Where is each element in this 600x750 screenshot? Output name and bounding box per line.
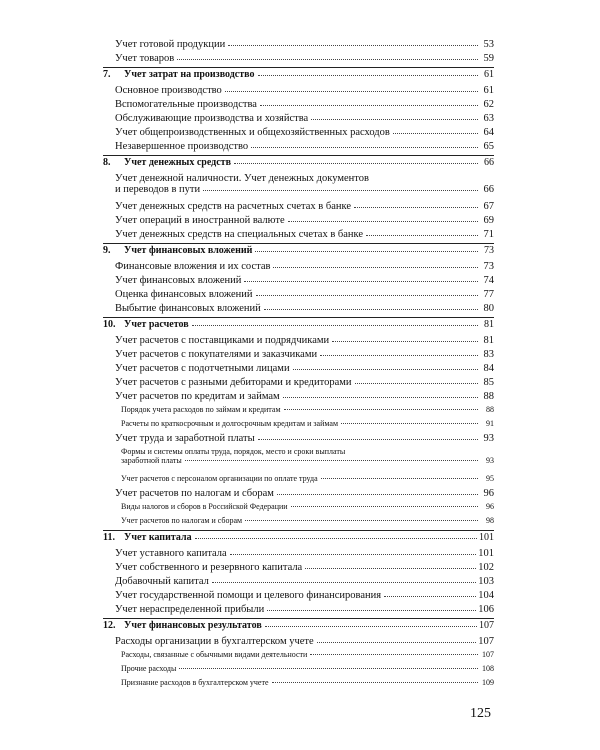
toc-page-number: 74 [483,275,494,286]
toc-entry [103,303,494,317]
toc-entry [103,335,494,349]
toc-page-number: 93 [486,456,494,465]
toc-entry-title: Расходы, связанные с обычными видами деятельности [121,650,308,659]
toc-entry-title: Основное производство [115,85,222,96]
dot-leader [251,147,478,148]
toc-entry-title: Учет денежной наличности. Учет денежных документов [115,173,369,184]
dot-leader [192,325,478,326]
toc-entry [103,113,494,127]
toc-page-number: 71 [483,229,494,240]
toc-entry [103,590,494,604]
toc-chapter [103,317,494,335]
toc-page-number: 66 [483,184,494,195]
dot-leader [185,460,478,461]
toc-page-number: 61 [484,69,494,80]
toc-entry-title: Обслуживающие производства и хозяйства [115,113,309,124]
toc-page-number: 96 [486,502,494,511]
toc-chapter [103,67,494,85]
toc-chapter [103,243,494,261]
toc-page-number: 63 [483,113,494,124]
toc-entry-title: Расходы организации в бухгалтерском учете [115,636,314,647]
toc-entry-title: Расчеты по краткосрочным и долгосрочным кредитам и займам [121,419,338,428]
toc-page-number: 101 [478,548,494,559]
toc-entry [103,474,494,488]
toc-entry [103,391,494,405]
page-number: 125 [470,706,491,721]
toc-chapter-number: 9. [103,245,111,256]
toc-page-number: 67 [483,201,494,212]
toc-page-number: 103 [478,576,494,587]
dot-leader [228,45,478,46]
toc-entry [103,636,494,650]
toc-entry-title: Учет операций в иностранной валюте [115,215,285,226]
dot-leader [284,409,478,410]
dot-leader [267,610,476,611]
toc-entry-title: Учет расчетов с подотчетными лицами [115,363,290,374]
dot-leader [305,568,476,569]
toc-page-number: 65 [483,141,494,152]
dot-leader [341,423,478,424]
toc-entry [103,433,494,447]
dot-leader [311,119,478,120]
toc-entry [103,405,494,419]
dot-leader [244,281,478,282]
toc-page-number: 107 [482,650,494,659]
toc-entry [103,53,494,67]
toc-entry-title: Учет финансовых результатов [124,620,262,631]
dot-leader [256,295,478,296]
toc-page-number: 107 [478,636,494,647]
dot-leader [320,355,478,356]
toc-page-number: 80 [483,303,494,314]
toc-page-number: 69 [483,215,494,226]
dot-leader [225,91,478,92]
dot-leader [332,341,478,342]
dot-leader [258,75,479,76]
toc-page-number: 83 [483,349,494,360]
dot-leader [355,383,479,384]
toc-chapter [103,618,494,636]
dot-leader [310,654,478,655]
toc-entry-title: заработной платы [121,456,182,465]
dot-leader [393,133,478,134]
toc-entry [103,678,494,692]
toc-entry-title: Учет расчетов по налогам и сборам [121,516,243,525]
toc-entry-title: Порядок учета расходов по займам и кредитам [121,405,281,414]
toc-entry-title: Учет товаров [115,53,175,64]
dot-leader [260,105,478,106]
dot-leader [288,221,478,222]
toc-page-number: 93 [483,433,494,444]
dot-leader [293,369,478,370]
toc-page-number: 107 [479,620,494,631]
toc-page-number: 73 [484,245,494,256]
toc-entry [103,562,494,576]
toc-entry-title: Оценка финансовых вложений [115,289,253,300]
toc-entry-title: Признание расходов в бухгалтерском учете [121,678,269,687]
toc-entry-title: Учет расчетов с персоналом организации по оплате труда [121,474,318,483]
toc-entry [103,363,494,377]
toc-page-number: 66 [484,157,494,168]
toc-entry-title: Учет труда и заработной платы [115,433,255,444]
toc-entry-title: Незавершенное производство [115,141,249,152]
toc-page-number: 62 [483,99,494,110]
dot-leader [177,59,478,60]
toc-entry-title: Учет затрат на производство [124,69,255,80]
toc-entry [103,261,494,275]
toc-page-number: 85 [483,377,494,388]
dot-leader [291,506,478,507]
toc-entry-title: Финансовые вложения и их состав [115,261,271,272]
toc-entry-title: Виды налогов и сборов в Российской Федерации [121,502,288,511]
toc-entry [103,488,494,502]
dot-leader [265,626,477,627]
toc-chapter-number: 12. [103,620,116,631]
toc-entry-title: Учет готовой продукции [115,39,226,50]
toc-entry [103,502,494,516]
dot-leader [179,668,478,669]
toc-entry [103,604,494,618]
toc-entry [103,576,494,590]
toc-chapter-number: 7. [103,69,111,80]
dot-leader [195,538,477,539]
toc-chapter [103,530,494,548]
dot-leader [273,267,478,268]
toc-entry [103,664,494,678]
dot-leader [277,494,478,495]
toc-page-number: 98 [486,516,494,525]
dot-leader [354,207,478,208]
toc-entry-title: Учет расчетов с покупателями и заказчиками [115,349,318,360]
toc-entry [103,349,494,363]
toc-page-number: 104 [478,590,494,601]
dot-leader [272,682,478,683]
toc-entry-title: Добавочный капитал [115,576,209,587]
toc-entry [103,447,494,474]
dot-leader [245,520,478,521]
toc-entry-title: Учет финансовых вложений [115,275,242,286]
toc-entry-title: Учет расчетов по налогам и сборам [115,488,274,499]
toc-entry [103,419,494,433]
toc-page-number: 108 [482,664,494,673]
toc-entry [103,516,494,530]
toc-page-number: 61 [483,85,494,96]
toc-page-number: 101 [479,532,494,543]
toc-entry [103,377,494,391]
toc-entry [103,289,494,303]
toc-entry-title: Учет уставного капитала [115,548,227,559]
toc-entry-title: Учет расчетов с поставщиками и подрядчиками [115,335,330,346]
toc-entry-title: Учет расчетов с разными дебиторами и кредиторами [115,377,352,388]
toc-entry [103,85,494,99]
toc-entry [103,127,494,141]
toc-entry-title: Учет общепроизводственных и общехозяйственных расходов [115,127,390,138]
toc-chapter [103,155,494,173]
toc-entry-title: Учет финансовых вложений [124,245,253,256]
toc-entry [103,173,494,201]
toc-entry [103,39,494,53]
toc-entry-title: Учет собственного и резервного капитала [115,562,303,573]
dot-leader [264,309,478,310]
toc-chapter-number: 11. [103,532,115,543]
dot-leader [366,235,478,236]
toc-page-number: 73 [483,261,494,272]
toc-chapter-number: 10. [103,319,116,330]
toc-chapter-number: 8. [103,157,111,168]
dot-leader [212,582,476,583]
toc-page-number: 84 [483,363,494,374]
toc-entry [103,548,494,562]
dot-leader [317,642,477,643]
toc-page-number: 95 [486,474,494,483]
dot-leader [321,478,478,479]
toc-entry-title: Учет нераспределенной прибыли [115,604,265,615]
toc-page-number: 64 [483,127,494,138]
table-of-contents [103,39,494,692]
toc-page-number: 102 [478,562,494,573]
toc-page-number: 96 [483,488,494,499]
toc-entry-title: Прочие расходы [121,664,177,673]
toc-page-number: 109 [482,678,494,687]
toc-entry-title: Учет государственной помощи и целевого финансирования [115,590,382,601]
toc-page-number: 106 [478,604,494,615]
dot-leader [258,439,478,440]
toc-page-number: 77 [483,289,494,300]
toc-entry [103,201,494,215]
dot-leader [283,397,478,398]
toc-page-number: 81 [483,335,494,346]
toc-entry-title: Формы и системы оплаты труда, порядок, место и сроки выплаты [121,447,346,456]
toc-entry [103,99,494,113]
dot-leader [230,554,477,555]
toc-entry-title: Учет денежных средств [124,157,231,168]
dot-leader [234,163,478,164]
toc-page-number: 53 [483,39,494,50]
dot-leader [384,596,476,597]
toc-entry-title: Вспомогательные производства [115,99,257,110]
toc-page-number: 59 [483,53,494,64]
toc-entry-title: Учет расчетов по кредитам и займам [115,391,280,402]
toc-page-number: 81 [484,319,494,330]
toc-entry-title: Учет денежных средств на расчетных счетах в банке [115,201,351,212]
toc-entry [103,229,494,243]
toc-entry-title: Выбытие финансовых вложений [115,303,261,314]
toc-entry-title: Учет капитала [124,532,192,543]
dot-leader [203,190,478,191]
toc-entry-title: Учет расчетов [124,319,189,330]
toc-entry [103,215,494,229]
toc-page-number: 88 [483,391,494,402]
dot-leader [255,251,478,252]
toc-entry [103,650,494,664]
toc-entry-title: и переводов в пути [115,184,201,195]
toc-page-number: 88 [486,405,494,414]
toc-page-number: 91 [486,419,494,428]
toc-entry [103,141,494,155]
toc-entry-title: Учет денежных средств на специальных счетах в банке [115,229,364,240]
toc-entry [103,275,494,289]
